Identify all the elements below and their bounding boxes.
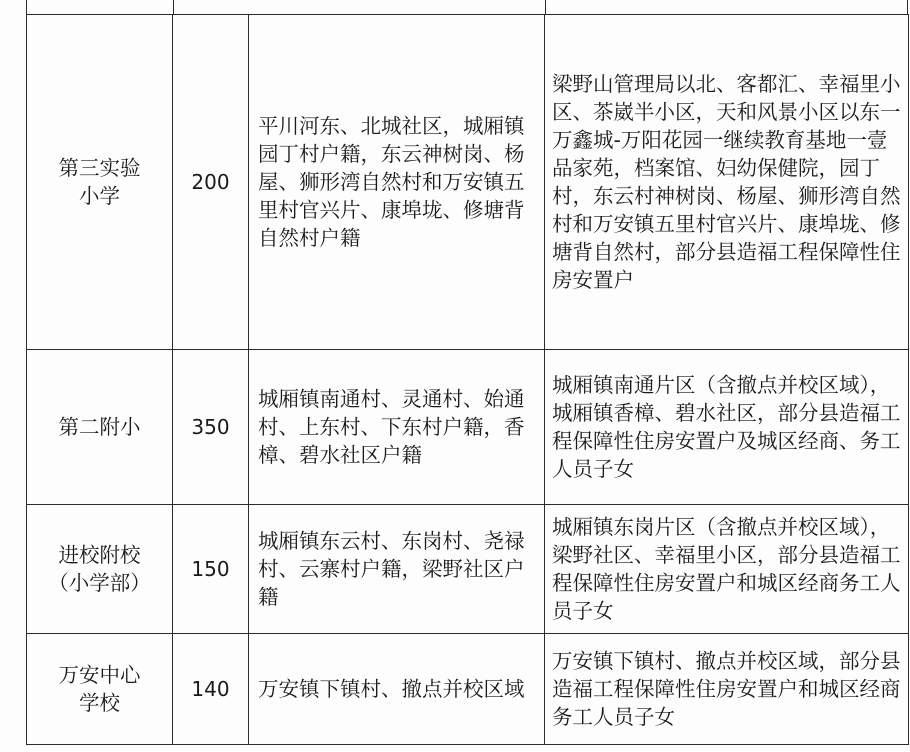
service-area-cell: 万安镇下镇村、撤点并校区域，部分县造福工程保障性住房安置户和城区经商务工人员子女	[545, 634, 909, 745]
quota-cell: 140	[173, 634, 249, 745]
table-row	[27, 15, 909, 350]
table-row	[27, 634, 909, 745]
enrollment-table	[26, 14, 908, 745]
school-name-cell: 第三实验 小学	[27, 15, 173, 350]
school-name-cell: 第二附小	[27, 350, 173, 505]
household-registration-cell: 平川河东、北城社区，城厢镇园丁村户籍，东云神树岗、杨屋、狮形湾自然村和万安镇五里村官兴片、康埠垅、修塘背自然村户籍	[249, 15, 545, 350]
table-row	[27, 505, 909, 634]
household-registration-cell: 万安镇下镇村、撤点并校区域	[249, 634, 545, 745]
school-district-table	[26, 14, 909, 745]
quota-cell: 350	[173, 350, 249, 505]
service-area-cell: 梁野山管理局以北、客都汇、幸福里小区、茶崴半小区，天和风景小区以东一万鑫城-万阳花园一继续教育基地一壹品家苑，档案馆、妇幼保健院，园丁村，东云村神树岗、杨屋、狮形湾自然村和万安镇五里村官兴片、康埠垅、修塘背自然村，部分县造福工程保障性住房安置户	[545, 15, 909, 350]
quota-cell: 200	[173, 15, 249, 350]
school-name-cell: 进校附校 （小学部）	[27, 505, 173, 634]
table-top-edge	[26, 0, 908, 14]
service-area-cell: 城厢镇南通片区（含撤点并校区域），城厢镇香樟、碧水社区，部分县造福工程保障性住房安置户及城区经商、务工人员子女	[545, 350, 909, 505]
service-area-cell: 城厢镇东岗片区（含撤点并校区域），梁野社区、幸福里小区，部分县造福工程保障性住房安置户和城区经商务工人员子女	[545, 505, 909, 634]
quota-cell: 150	[173, 505, 249, 634]
school-name-cell: 万安中心 学校	[27, 634, 173, 745]
household-registration-cell: 城厢镇南通村、灵通村、始通村、上东村、下东村户籍，香樟、碧水社区户籍	[249, 350, 545, 505]
household-registration-cell: 城厢镇东云村、东岗村、尧禄村、云寨村户籍，梁野社区户籍	[249, 505, 545, 634]
table-row	[27, 350, 909, 505]
